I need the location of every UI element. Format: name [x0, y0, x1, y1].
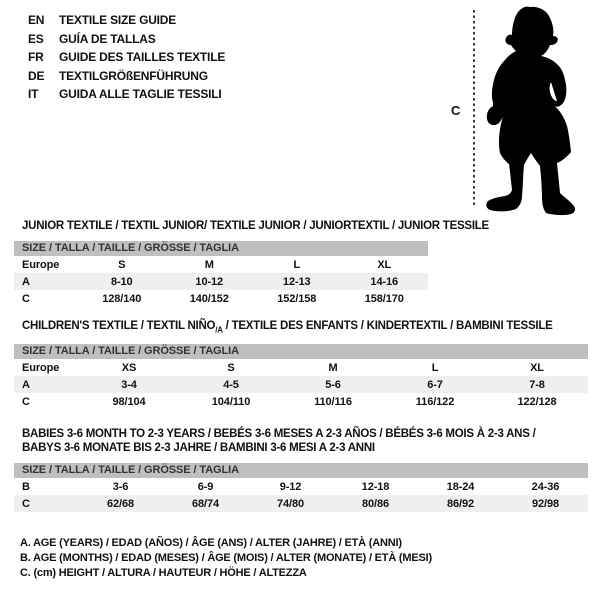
table-title: [14, 319, 588, 337]
footnote-line: B. AGE (MONTHS) / EDAD (MESES) / ÂGE (MOIS) / ALTER (MONATE) / ETÀ (MESI): [20, 552, 432, 565]
footnotes: [20, 536, 432, 582]
row-cell: 3-6: [112, 480, 129, 493]
row-label: C: [22, 497, 30, 510]
table-title-line: BABIES 3-6 MONTH TO 2-3 YEARS / BEBÉS 3-6 MESES A 2-3 AÑOS / BÉBÉS 3-6 MOIS À 2-3 ANS /: [22, 428, 536, 440]
table-rows: [14, 478, 588, 512]
row-cell: 98/104: [112, 395, 146, 408]
size-header-bar: SIZE / TALLA / TAILLE / GRÖSSE / TAGLIA: [14, 241, 428, 256]
language-code: EN: [28, 13, 45, 27]
language-row: [28, 50, 225, 69]
row-cell: XL: [377, 258, 392, 271]
row-cell: 152/158: [277, 292, 317, 305]
footnote-line: A. AGE (YEARS) / EDAD (AÑOS) / ÂGE (ANS) / ALTER (JAHRE) / ETÀ (ANNI): [20, 537, 402, 549]
row-cell: L: [293, 258, 301, 271]
row-cell: XL: [530, 361, 544, 374]
table-row-a: [14, 273, 428, 290]
table-row-europe: [14, 256, 428, 273]
row-cell: 140/152: [189, 292, 229, 305]
row-cell: 86/92: [446, 497, 475, 510]
row-cell: L: [431, 361, 439, 374]
row-cell: 104/110: [211, 395, 251, 408]
table-rows: [14, 359, 588, 410]
language-title: GUÍA DE TALLAS: [59, 31, 156, 46]
language-row: [28, 13, 225, 32]
row-cell: 3-4: [121, 378, 137, 391]
row-cell: 18-24: [446, 480, 475, 493]
table-title-line: BABYS 3-6 MONATE BIS 2-3 JAHRE / BAMBINI 3-6 MESI A 2-3 ANNI: [22, 442, 375, 454]
row-cell: 6-7: [427, 378, 443, 391]
row-cell: 9-12: [279, 480, 302, 493]
row-cell: M: [204, 258, 214, 271]
table-row-c: [14, 393, 588, 410]
language-code: IT: [28, 87, 39, 102]
size-table-babies: [14, 427, 588, 512]
language-title: GUIDA ALLE TAGLIE TESSILI: [59, 87, 222, 102]
baby-silhouette: [478, 4, 598, 216]
row-cell: 128/140: [102, 292, 142, 305]
row-label: Europe: [22, 258, 60, 271]
row-cell: 24-36: [531, 480, 560, 493]
row-label: C: [22, 395, 30, 408]
row-cell: 5-6: [325, 378, 341, 391]
table-title: [14, 427, 588, 455]
row-cell: S: [227, 361, 235, 374]
table-title-line: CHILDREN'S TEXTILE / TEXTIL $NIÑO_{/A}$ / TEXTILE DES ENFANTS / KINDERTEXTIL / BAMBINI TESSILE: [22, 320, 553, 335]
language-title-list: [28, 13, 225, 106]
row-label: B: [22, 480, 30, 493]
row-label: Europe: [22, 361, 60, 374]
language-code: ES: [28, 31, 44, 46]
table-title: [14, 219, 489, 233]
row-cell: 8-10: [110, 275, 133, 288]
row-cell: XS: [121, 361, 137, 374]
row-cell: 80/86: [361, 497, 390, 510]
size-header-bar: SIZE / TALLA / TAILLE / GRÖSSE / TAGLIA: [14, 344, 588, 359]
row-cell: 74/80: [276, 497, 305, 510]
row-cell: 6-9: [197, 480, 214, 493]
language-title: TEXTILGRÖßENFÜHRUNG: [59, 68, 208, 83]
row-label: C: [22, 292, 30, 305]
height-measure-label: C: [451, 103, 461, 118]
row-cell: 110/116: [314, 395, 352, 408]
size-table-junior: [14, 219, 489, 307]
language-row: [28, 32, 225, 51]
row-cell: 158/170: [364, 292, 404, 305]
language-code: FR: [28, 50, 44, 65]
row-cell: 4-5: [223, 378, 239, 391]
size-table-children: [14, 319, 588, 410]
row-cell: 92/98: [531, 497, 560, 510]
table-row-a: [14, 376, 588, 393]
table-rows: [14, 256, 428, 307]
row-cell: 12-18: [361, 480, 390, 493]
table-title-line: JUNIOR TEXTILE / TEXTIL JUNIOR/ TEXTILE JUNIOR / JUNIORTEXTIL / JUNIOR TESSILE: [22, 220, 489, 232]
language-row: [28, 69, 225, 88]
language-row: [28, 87, 225, 106]
row-label: A: [22, 378, 30, 391]
row-cell: 12-13: [282, 275, 311, 288]
row-cell: 14-16: [370, 275, 399, 288]
footnote-line: C. (cm) HEIGHT / ALTURA / HAUTEUR / HÖHE / ALTEZZA: [20, 567, 307, 580]
height-measure-dotted-line: [473, 10, 475, 208]
row-cell: S: [118, 258, 126, 271]
row-cell: 7-8: [529, 378, 545, 391]
language-code: DE: [28, 68, 45, 83]
language-title: GUIDE DES TAILLES TEXTILE: [59, 50, 226, 65]
row-cell: 10-12: [195, 275, 224, 288]
row-cell: 68/74: [191, 497, 220, 510]
size-header-bar: SIZE / TALLA / TAILLE / GRÖSSE / TAGLIA: [14, 463, 588, 478]
row-cell: M: [328, 361, 338, 374]
language-title: TEXTILE SIZE GUIDE: [59, 13, 177, 27]
table-row-europe: [14, 359, 588, 376]
table-row-c: [14, 290, 428, 307]
table-row-b: [14, 478, 588, 495]
row-cell: 116/122: [415, 395, 455, 408]
row-cell: 122/128: [517, 395, 557, 408]
table-row-c: [14, 495, 588, 512]
row-cell: 62/68: [106, 497, 135, 510]
row-label: A: [22, 275, 30, 288]
